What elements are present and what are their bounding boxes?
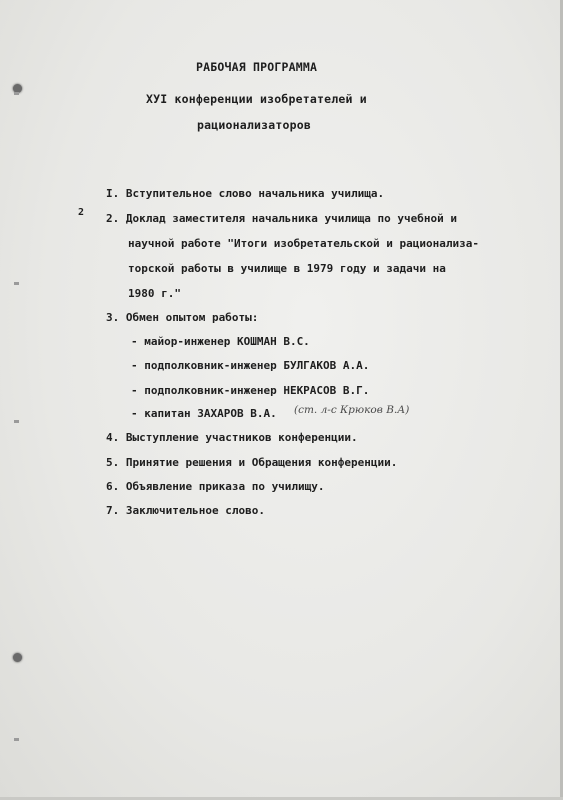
binder-hole	[13, 653, 22, 662]
handwritten-note: (ст. л-с Крюков В.А)	[294, 404, 410, 416]
agenda-item-5: 5. Принятие решения и Обращения конференции.	[106, 456, 398, 469]
agenda-item-6: 6. Объявление приказа по училищу.	[106, 480, 325, 493]
speaker-item: - подполковник-инженер НЕКРАСОВ В.Г.	[131, 384, 370, 397]
agenda-item-2-cont: 1980 г."	[128, 287, 181, 300]
agenda-item-4: 4. Выступление участников конференции.	[106, 431, 358, 444]
agenda-item-1: I. Вступительное слово начальника училища.	[106, 187, 385, 200]
agenda-item-2-cont: торской работы в училище в 1979 году и задачи на	[128, 262, 446, 275]
margin-mark	[14, 282, 19, 285]
speaker-item: - подполковник-инженер БУЛГАКОВ А.А.	[131, 359, 370, 372]
speaker-item: - майор-инженер КОШМАН В.С.	[131, 335, 310, 348]
agenda-item-3: 3. Обмен опытом работы:	[106, 311, 259, 324]
agenda-item-7: 7. Заключительное слово.	[106, 504, 265, 517]
margin-mark	[14, 92, 19, 95]
speaker-item: - капитан ЗАХАРОВ В.А.	[131, 407, 277, 420]
document-title: РАБОЧАЯ ПРОГРАММА	[196, 60, 318, 74]
margin-number: 2	[78, 207, 85, 218]
margin-mark	[14, 420, 19, 423]
agenda-item-2-cont: научной работе "Итоги изобретательской и рационализа-	[128, 237, 479, 250]
agenda-item-2: 2. Доклад заместителя начальника училища по учебной и	[106, 212, 457, 225]
document-subtitle: рационализаторов	[197, 118, 311, 132]
document-subtitle: ХУI конференции изобретателей и	[146, 92, 367, 106]
margin-mark	[14, 738, 19, 741]
